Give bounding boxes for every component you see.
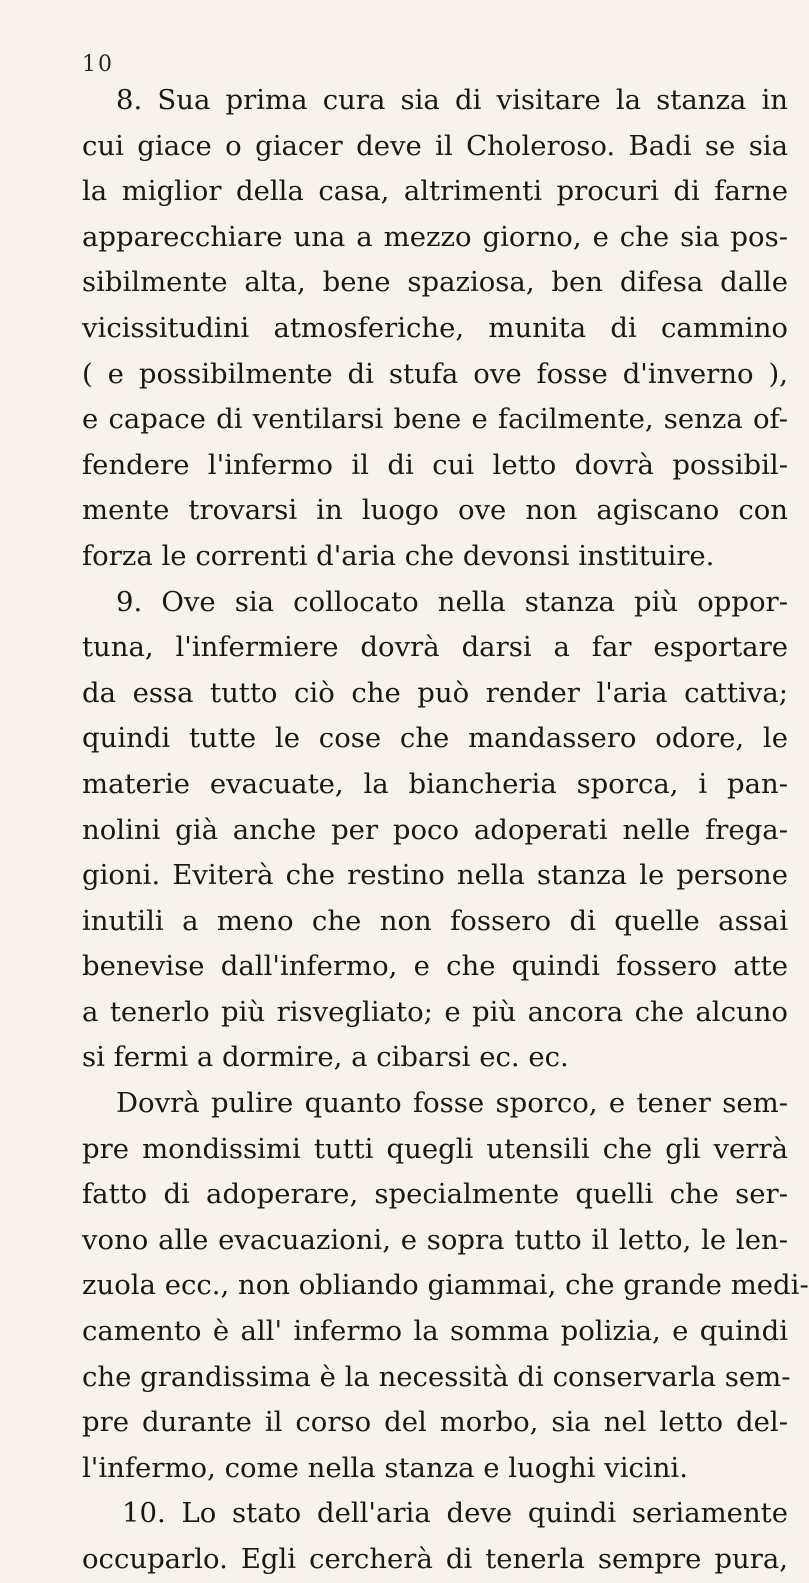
- text-line: l'infermo, come nella stanza e luoghi vicini.: [82, 1451, 688, 1484]
- text-line: occuparlo. Egli cercherà di tenerla sempre pura,: [82, 1543, 788, 1575]
- text-line: ( e possibilmente di stufa ove fosse d'inverno ),: [82, 357, 788, 390]
- text-line: si fermi a dormire, a cibarsi ec. ec.: [82, 1041, 569, 1074]
- text-line: 9. Ove sia collocato nella stanza più oppor-: [116, 585, 788, 618]
- text-line: tuna, l'infermiere dovrà darsi a far esportare: [82, 631, 788, 664]
- text-line: la miglior della casa, altrimenti procuri di farne: [82, 175, 788, 208]
- text-line: zuola ecc., non obliando giammai, che grande medi-: [82, 1269, 809, 1302]
- text-line: da essa tutto ciò che può render l'aria cattiva;: [82, 676, 788, 709]
- text-line: mente trovarsi in luogo ove non agiscano con: [82, 494, 788, 527]
- text-line: a tenerlo più risvegliato; e più ancora che alcuno: [82, 995, 788, 1028]
- text-line: sibilmente alta, bene spaziosa, ben difesa dalle: [82, 266, 788, 299]
- text-line: cui giace o giacer deve il Choleroso. Badi se sia: [82, 129, 788, 162]
- text-line: benevise dall'infermo, e che quindi fossero atte: [82, 950, 788, 983]
- text-line: gioni. Eviterà che restino nella stanza le persone: [82, 859, 788, 892]
- text-line: nolini già anche per poco adoperati nelle frega-: [82, 813, 788, 846]
- text-line: 8. Sua prima cura sia di visitare la stanza in: [116, 84, 788, 116]
- text-line: materie evacuate, la biancheria sporca, i pan-: [82, 767, 788, 800]
- text-line: vicissitudini atmosferiche, munita di cammino: [82, 311, 788, 344]
- text-line: vono alle evacuazioni, e sopra tutto il letto, le len-: [82, 1223, 788, 1256]
- text-line: fatto di adoperare, specialmente quelli che ser-: [82, 1178, 788, 1211]
- text-line: camento è all' infermo la somma polizia, e quindi: [82, 1315, 788, 1348]
- text-line: pre mondissimi tutti quegli utensili che gli verrà: [82, 1132, 788, 1165]
- text-line: inutili a meno che non fossero di quelle assai: [82, 904, 788, 937]
- text-line: che grandissima è la necessità di conservarla sem-: [82, 1360, 791, 1393]
- text-line: forza le correnti d'aria che devonsi instituire.: [82, 539, 715, 572]
- text-line: fendere l'infermo il di cui letto dovrà possibil-: [82, 448, 788, 481]
- text-line: e capace di ventilarsi bene e facilmente, senza of-: [82, 403, 788, 436]
- text-line: 10. Lo stato dell'aria deve quindi seriamente: [122, 1497, 788, 1530]
- text-line: pre durante il corso del morbo, sia nel letto del-: [82, 1406, 788, 1439]
- page-number: 10: [82, 52, 114, 77]
- text-line: Dovrà pulire quanto fosse sporco, e tener sem-: [116, 1087, 788, 1120]
- text-line: quindi tutte le cose che mandassero odore, le: [82, 722, 788, 755]
- body-text: [82, 78, 809, 1583]
- text-line: apparecchiare una a mezzo giorno, e che sia pos-: [82, 220, 788, 253]
